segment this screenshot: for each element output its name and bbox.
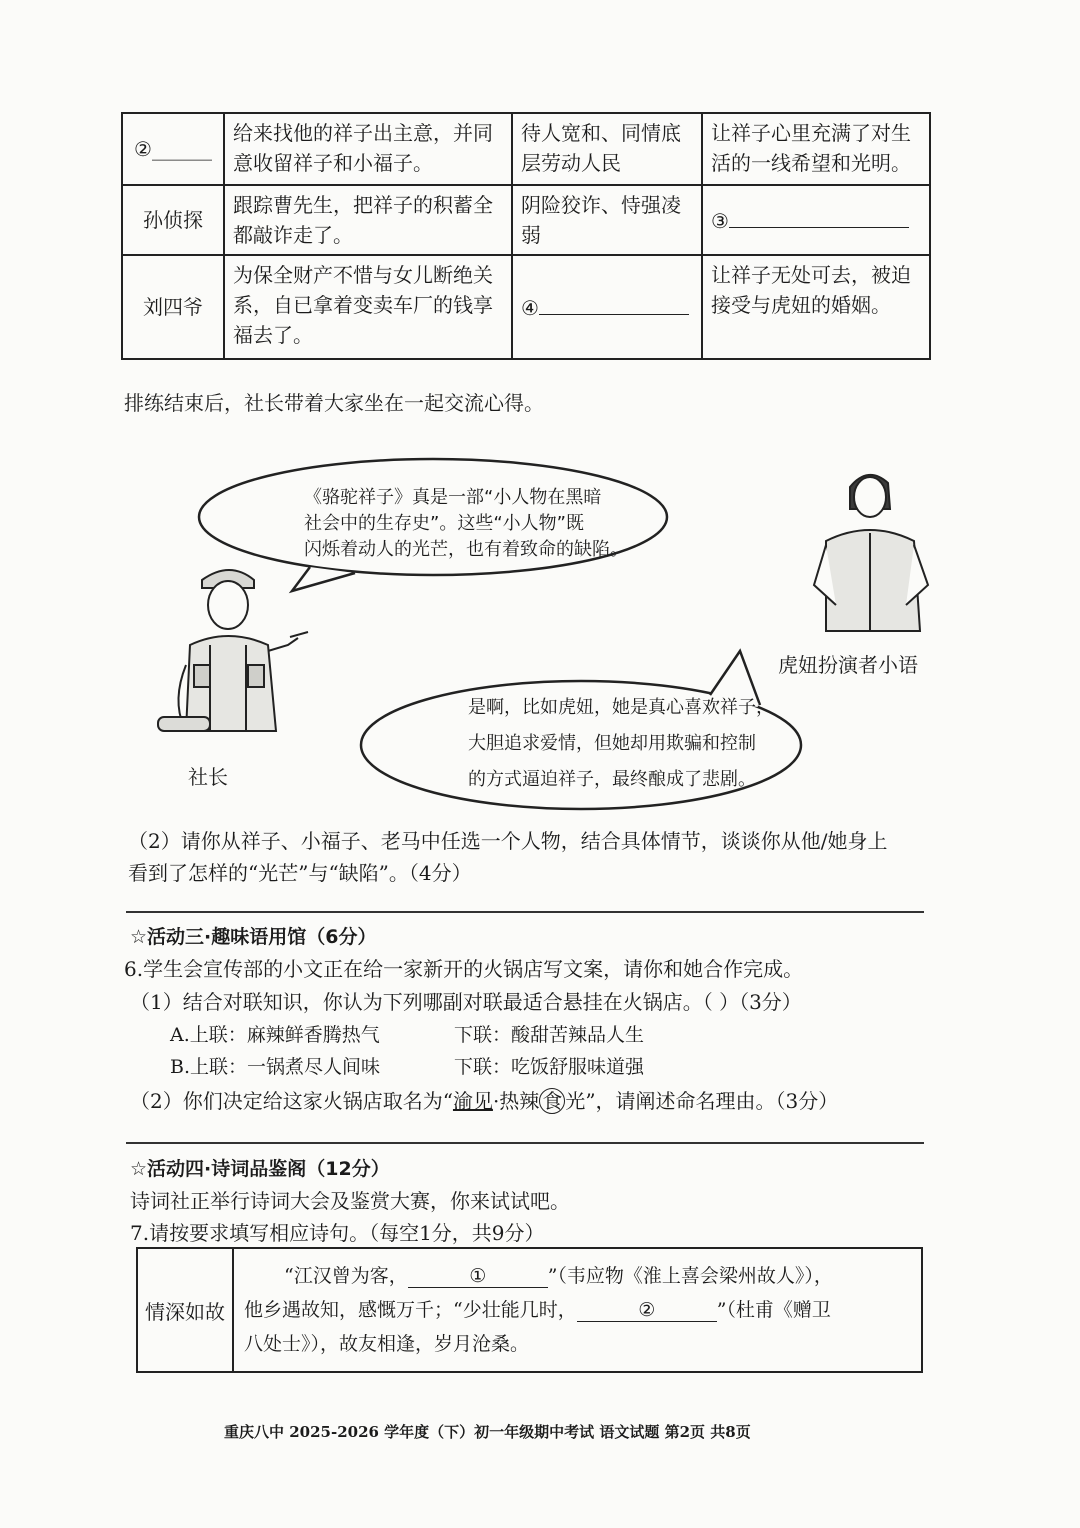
bubble-2-line: 是啊，比如虎妞，她是真心喜欢祥子， (468, 697, 774, 718)
table-cell-name[interactable]: ②______ (122, 113, 224, 185)
bubble-1-line: 闪烁着动人的光芒，也有着致命的缺陷。 (304, 539, 628, 560)
poetry-table (136, 1247, 923, 1373)
option-a-lower: 下联：酸甜苦辣品人生 (454, 1024, 645, 1046)
bubble-2-line: 大胆追求爱情，但她却用欺骗和控制 (468, 733, 756, 754)
option-b-upper[interactable]: B.上联：一锅煮尽人间味 (170, 1056, 381, 1078)
option-a-upper[interactable]: A.上联：麻辣鲜香腾热气 (170, 1024, 380, 1046)
character-table (121, 112, 931, 360)
question-6-1[interactable]: （1）结合对联知识，你认为下列哪副对联最适合悬挂在火锅店。（ ）（3分） (130, 990, 802, 1014)
question-6-2-suffix: ”，请阐述命名理由。（3分） (585, 1089, 839, 1113)
answer-blank[interactable] (729, 205, 909, 228)
poetry-text: ”（杜甫《赠卫 (716, 1299, 831, 1321)
bubble-1-line: 社会中的生存史”。这些“小人物”既 (304, 513, 584, 534)
shop-name-part-2: ·热辣 (492, 1089, 540, 1113)
question-6-2 (130, 1086, 838, 1116)
poetry-line-3: 八处士》），故友相逢，岁月沧桑。 (244, 1333, 530, 1355)
poetry-text: “江汉曾为客， (284, 1265, 408, 1287)
answer-blank-1[interactable]: ① (408, 1265, 548, 1288)
label-huniu-actor: 虎妞扮演者小语 (778, 653, 918, 677)
bubble-2-text (468, 690, 774, 798)
section-divider (126, 911, 924, 913)
shop-name-part-4: 光 (565, 1089, 586, 1113)
table-cell-trait[interactable] (512, 255, 702, 359)
bubble-1-text (304, 485, 628, 563)
table-cell-trait: 阴险狡诈、恃强凌弱 (512, 185, 702, 255)
activity-3-title: ☆活动三·趣味语用馆（6分） (130, 926, 377, 948)
poetry-text: ”（韦应物《淮上喜会梁州故人》）， (547, 1265, 833, 1287)
blank-label: ③ (711, 208, 729, 233)
option-b-lower: 下联：吃饭舒服味道强 (454, 1056, 645, 1078)
question-6: 6.学生会宣传部的小文正在给一家新开的火锅店写文案，请你和她合作完成。 (124, 957, 804, 981)
table-cell-effect: 让祥子心里充满了对生活的一线希望和光明。 (702, 113, 930, 185)
poetry-line-2 (244, 1293, 911, 1327)
answer-blank-2[interactable]: ② (577, 1299, 717, 1322)
bubble-2-line: 的方式逼迫祥子，最终酿成了悲剧。 (468, 769, 756, 790)
page-footer: 重庆八中 2025-2026 学年度（下）初一年级期中考试 语文试题 第2页 共8页 (224, 1423, 751, 1441)
section-divider (126, 1142, 924, 1144)
club-leader-figure (158, 570, 308, 731)
table-row (137, 1248, 922, 1372)
shop-name-circled-char: 食 (539, 1088, 565, 1114)
table-cell-effect[interactable] (702, 185, 930, 255)
activity-4-intro: 诗词社正举行诗词大会及鉴赏大赛，你来试试吧。 (130, 1189, 570, 1213)
label-club-leader: 社长 (188, 765, 228, 789)
table-row (122, 113, 930, 185)
answer-blank[interactable] (539, 292, 689, 315)
table-cell-name: 孙侦探 (122, 185, 224, 255)
table-cell-name: 刘四爷 (122, 255, 224, 359)
table-row (122, 255, 930, 359)
blank-label: ④ (521, 295, 539, 320)
poetry-fill-cell (233, 1248, 922, 1372)
question-6-2-prefix: （2）你们决定给这家火锅店取名为“ (130, 1089, 453, 1113)
table-row (122, 185, 930, 255)
shop-name-part-1: 渝见 (452, 1089, 493, 1113)
question-7: 7.请按要求填写相应诗句。（每空1分，共9分） (130, 1221, 545, 1245)
table-cell-deed: 跟踪曹先生，把祥子的积蓄全都敲诈走了。 (224, 185, 512, 255)
table-cell-deed: 给来找他的祥子出主意，并同意收留祥子和小福子。 (224, 113, 512, 185)
table-cell-deed: 为保全财产不惜与女儿断绝关系，自已拿着变卖车厂的钱享福去了。 (224, 255, 512, 359)
poetry-line-1 (244, 1259, 911, 1293)
table-head-cell: 情深如故 (137, 1248, 233, 1372)
table-cell-trait: 待人宽和、同情底层劳动人民 (512, 113, 702, 185)
question-2-line-1: （2）请你从祥子、小福子、老马中任选一个人物，结合具体情节，谈谈你从他/她身上 (128, 829, 888, 853)
after-rehearsal-text: 排练结束后，社长带着大家坐在一起交流心得。 (124, 391, 544, 415)
huniu-actor-figure (814, 475, 928, 631)
poetry-text: 他乡遇故知，感慨万千；“少壮能几时， (244, 1299, 577, 1321)
activity-4-title: ☆活动四·诗词品鉴阁（12分） (130, 1158, 390, 1180)
bubble-1-line: 《骆驼祥子》真是一部“小人物在黑暗 (304, 487, 602, 508)
question-2-line-2: 看到了怎样的“光芒”与“缺陷”。（4分） (128, 861, 472, 885)
table-cell-effect: 让祥子无处可去，被迫接受与虎妞的婚姻。 (702, 255, 930, 359)
